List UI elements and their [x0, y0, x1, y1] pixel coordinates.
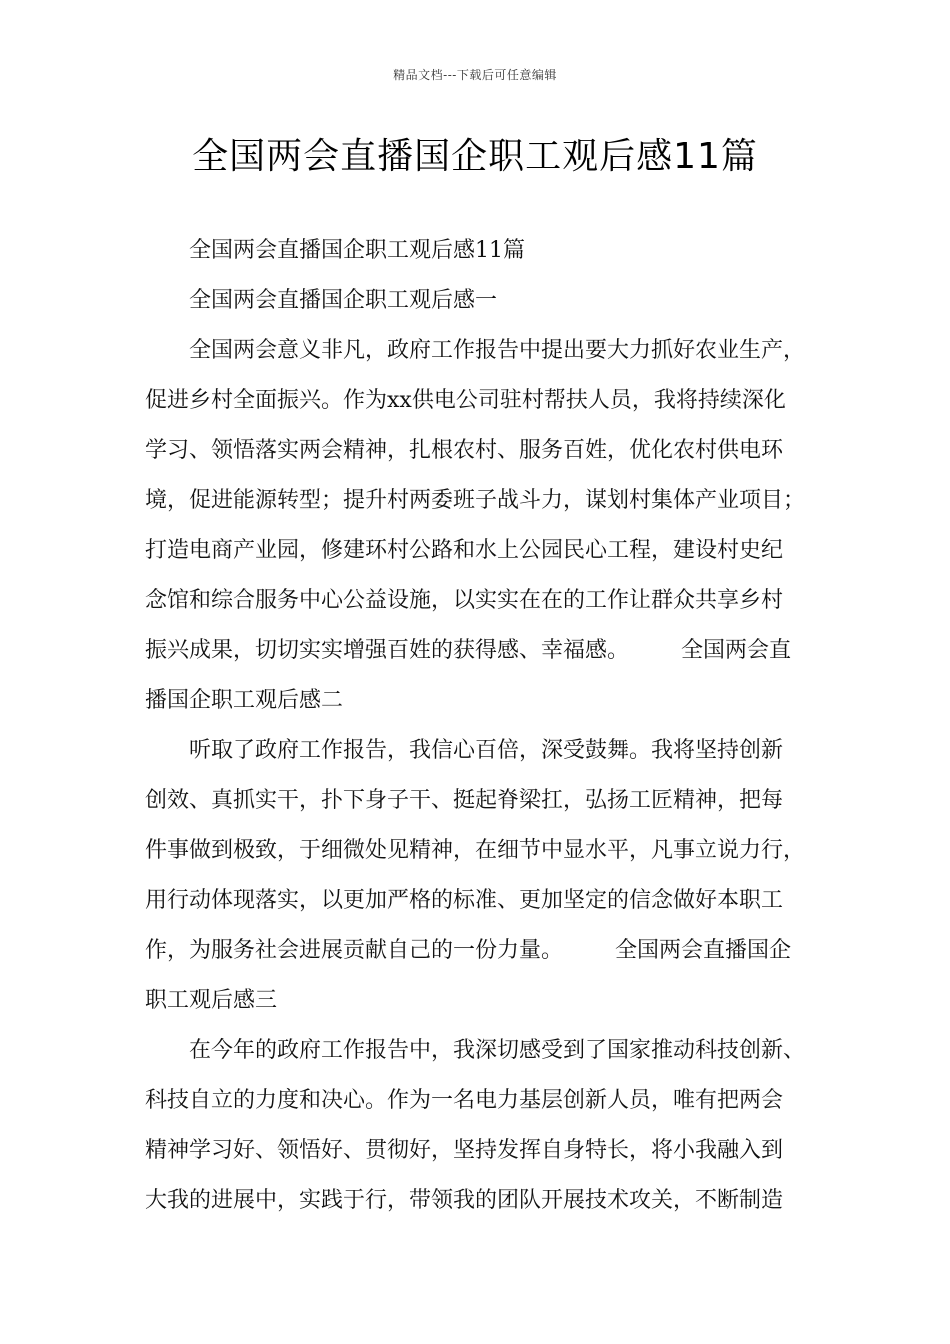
text-line: [145, 626, 825, 676]
text-line: [145, 326, 825, 376]
text-line: [145, 526, 825, 576]
text-line-content: 学习、领悟落实两会精神，扎根农村、服务百姓，优化农村供电环: [145, 438, 784, 463]
text-line-content: 全国两会直播国企职工观后感11篇: [189, 238, 525, 263]
text-line-content: 全国两会直播国企职工观后感一: [189, 288, 498, 313]
text-line-content: 职工观后感三: [145, 988, 278, 1013]
text-line-content: 促进乡村全面振兴。作为xx供电公司驻村帮扶人员，我将持续深化: [145, 388, 786, 413]
text-line-content: 科技自立的力度和决心。作为一名电力基层创新人员，唯有把两会: [145, 1088, 784, 1113]
text-line: [145, 276, 825, 326]
text-line: [145, 1076, 825, 1126]
page-header: 精品文档---下载后可任意编辑: [393, 68, 557, 82]
text-line-content: 精神学习好、领悟好、贯彻好，坚持发挥自身特长，将小我融入到: [145, 1138, 784, 1163]
text-line: [145, 776, 825, 826]
text-line: [145, 726, 825, 776]
text-line: [145, 1126, 825, 1176]
text-line-content: 作，为服务社会进展贡献自己的一份力量。: [145, 938, 564, 963]
text-line-content: 播国企职工观后感二: [145, 688, 344, 713]
text-line: [145, 676, 825, 726]
text-line: [145, 426, 825, 476]
text-line: [145, 826, 825, 876]
text-line-content: 大我的进展中，实践于行，带领我的团队开展技术攻关，不断制造: [145, 1188, 784, 1213]
document-body: [145, 226, 825, 1226]
text-line-content: 境，促进能源转型；提升村两委班子战斗力，谋划村集体产业项目；: [145, 488, 806, 513]
text-line-content: 振兴成果，切切实实增强百姓的获得感、幸福感。: [145, 638, 630, 663]
text-line: [145, 1176, 825, 1226]
text-line: [145, 376, 825, 426]
text-line: [145, 576, 825, 626]
document-title: 全国两会直播国企职工观后感11篇: [192, 136, 758, 177]
section-heading-start: 全国两会直播国企: [615, 938, 792, 963]
text-line: [145, 876, 825, 926]
text-line: [145, 976, 825, 1026]
text-line: [145, 1026, 825, 1076]
text-line: [145, 476, 825, 526]
text-line-content: 听取了政府工作报告，我信心百倍，深受鼓舞。我将坚持创新: [189, 738, 784, 763]
text-line-content: 用行动体现落实，以更加严格的标准、更加坚定的信念做好本职工: [145, 888, 784, 913]
text-line-content: 件事做到极致，于细微处见精神，在细节中显水平，凡事立说力行，: [145, 838, 806, 863]
text-line-content: 打造电商产业园，修建环村公路和水上公园民心工程，建设村史纪: [145, 538, 784, 563]
text-line: [145, 926, 825, 976]
text-line-content: 创效、真抓实干，扑下身子干、挺起脊梁扛，弘扬工匠精神，把每: [145, 788, 784, 813]
section-heading-start: 全国两会直: [681, 638, 792, 663]
text-line: [145, 226, 825, 276]
text-line-content: 念馆和综合服务中心公益设施，以实实在在的工作让群众共享乡村: [145, 588, 784, 613]
text-line-content: 全国两会意义非凡，政府工作报告中提出要大力抓好农业生产，: [189, 338, 806, 363]
text-line-content: 在今年的政府工作报告中，我深切感受到了国家推动科技创新、: [189, 1038, 806, 1063]
